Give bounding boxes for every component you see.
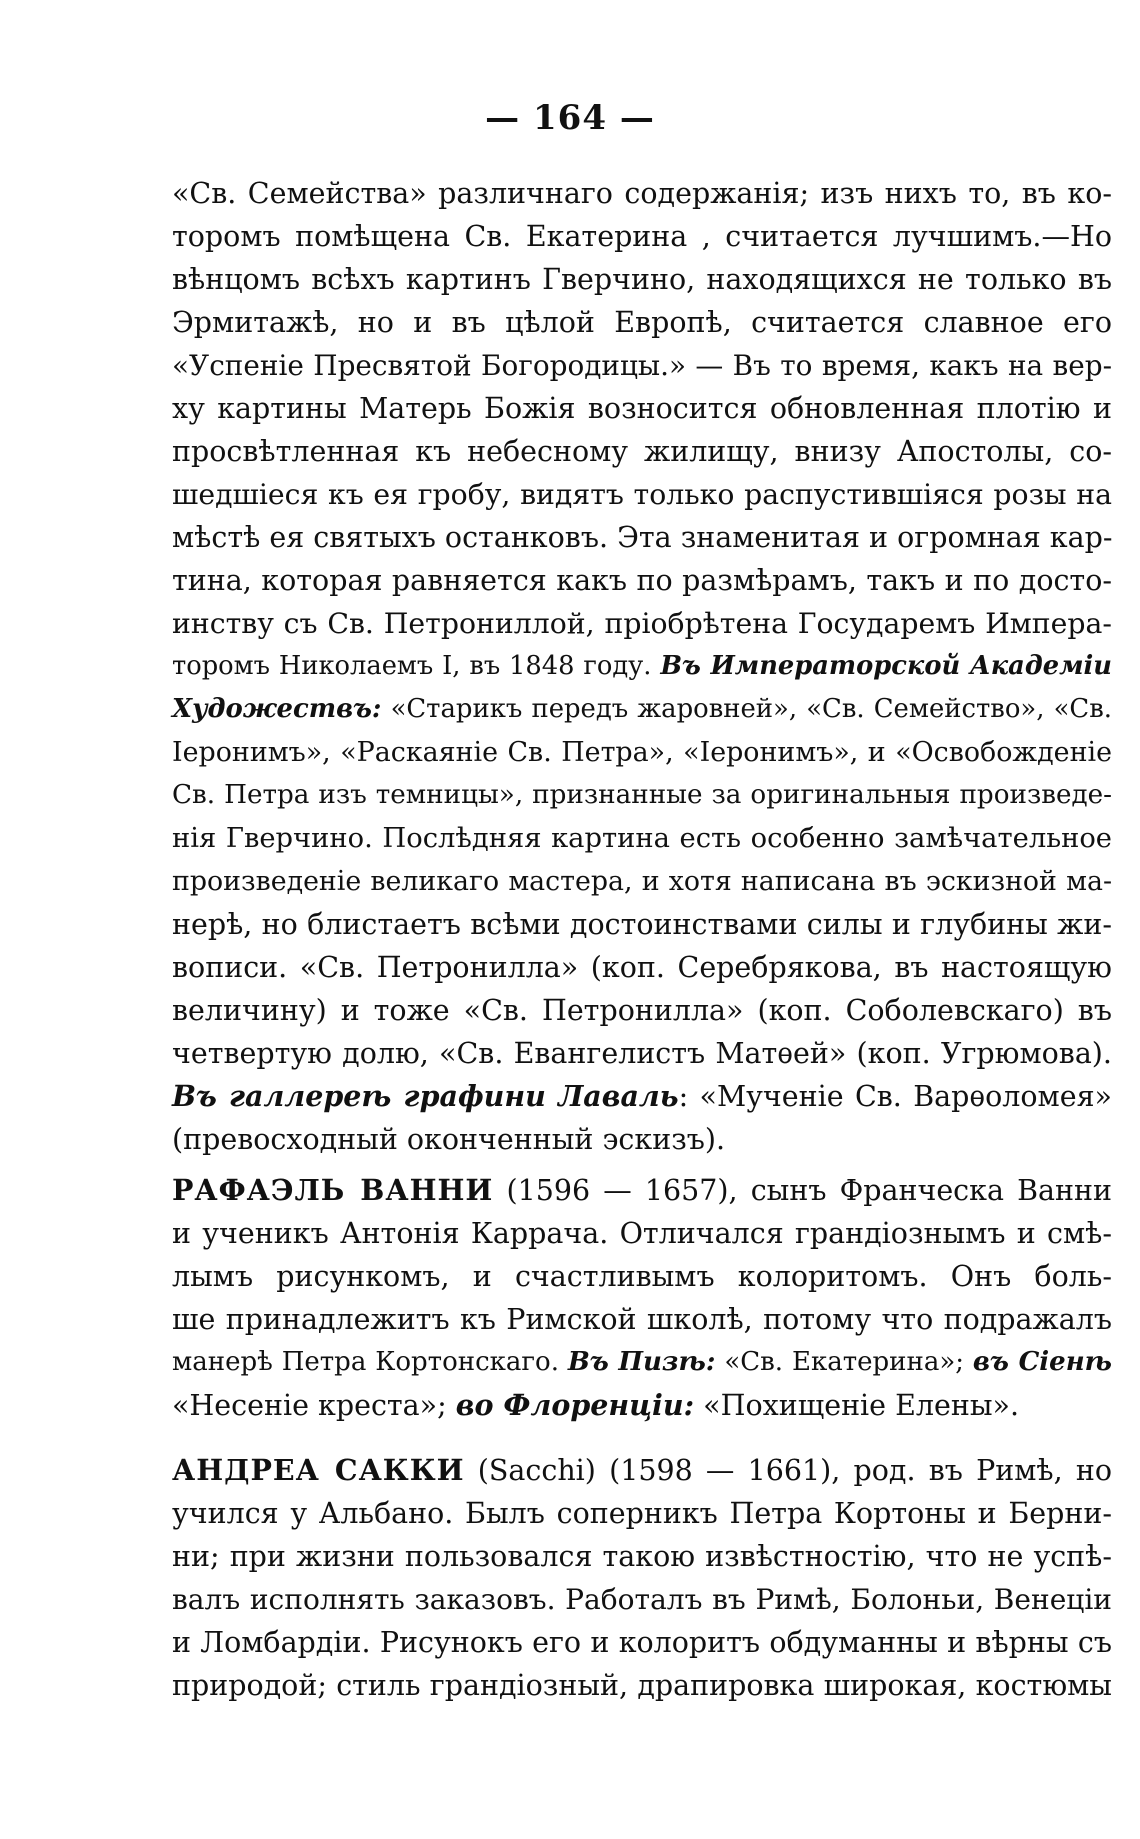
text-line: шедшіеся къ ея гробу, видятъ только распустившіяся розы на <box>172 478 1112 511</box>
paragraph-guercino-works <box>172 172 1112 1161</box>
text-line: учился у Альбано. Былъ соперникъ Петра Кортоны и Берни- <box>172 1497 1112 1530</box>
text-line: ху картины Матерь Божія возносится обновленная плотію и <box>172 392 1112 425</box>
page-number: — 164 — <box>485 98 655 138</box>
text-line: «Св. Семейства» различнаго содержанія; изъ нихъ то, въ ко- <box>172 177 1112 210</box>
text-line <box>172 1449 1112 1492</box>
text-line <box>172 1169 1112 1212</box>
text-line: лымъ рисункомъ, и счастливымъ колоритомъ. Онъ боль- <box>172 1260 1112 1293</box>
text-line <box>172 1341 1112 1384</box>
text-line: нія Гверчино. Послѣдняя картина есть особенно замѣчательное <box>172 823 1112 854</box>
text-line: Эрмитажѣ, но и въ цѣлой Европѣ, считается славное его <box>172 306 1112 339</box>
text-run: (Sacchi) (1598 — 1661), род. въ Римѣ, но <box>464 1454 1112 1487</box>
text-line: четвертую долю, «Св. Евангелистъ Матѳей» (коп. Угрюмова). <box>172 1037 1112 1070</box>
italic-location: Художествъ: <box>172 694 382 724</box>
italic-location: Въ Императорской Академіи <box>660 651 1112 681</box>
text-line <box>172 1384 1112 1427</box>
text-line: вѣнцомъ всѣхъ картинъ Гверчино, находящихся не только въ <box>172 263 1112 296</box>
text-run: «Старикъ передъ жаровней», «Св. Семейство», «Св. <box>381 694 1112 724</box>
text-line: ше принадлежитъ къ Римской школѣ, потому что подражалъ <box>172 1303 1112 1336</box>
text-line: (превосходный оконченный эскизъ). <box>172 1123 726 1156</box>
text-line: инству съ Св. Петрониллой, пріобрѣтена Государемъ Импера- <box>172 607 1112 640</box>
text-run: «Несеніе креста»; <box>172 1389 456 1422</box>
text-run: (1596 — 1657), сынъ Франческа Ванни <box>493 1174 1112 1207</box>
italic-location: Въ галлереѣ графини Лаваль <box>172 1079 679 1113</box>
artist-name: АНДРЕА САККИ <box>172 1453 465 1487</box>
italic-location: во Флоренціи: <box>455 1388 695 1422</box>
text-run: : «Мученіе Св. Варѳоломея» <box>678 1080 1112 1113</box>
text-line: и Ломбардіи. Рисунокъ его и колоритъ обдуманны и вѣрны съ <box>172 1626 1112 1659</box>
text-line: Св. Петра изъ темницы», признанные за оригинальныя произведе- <box>172 780 1112 810</box>
artist-name: РАФАЭЛЬ ВАННИ <box>172 1173 494 1207</box>
text-line: произведеніе великаго мастера, и хотя написана въ эскизной ма- <box>172 866 1112 897</box>
italic-location: въ Сіенѣ <box>972 1347 1112 1377</box>
text-run: манерѣ Петра Кортонскаго. <box>172 1347 568 1377</box>
text-line: мѣстѣ ея святыхъ останковъ. Эта знаменитая и огромная кар- <box>172 521 1113 554</box>
italic-location: Въ Пизѣ: <box>567 1347 716 1377</box>
paragraph-andrea-sacchi <box>172 1449 1112 1707</box>
text-line <box>172 1075 1112 1118</box>
text-run: «Похищеніе Елены». <box>694 1389 1020 1422</box>
text-line: вописи. «Св. Петронилла» (коп. Серебрякова, въ настоящую <box>172 951 1112 984</box>
text-line: величину) и тоже «Св. Петронилла» (коп. Соболевскаго) въ <box>172 994 1112 1027</box>
text-run: торомъ Николаемъ I, въ 1848 году. <box>172 651 652 681</box>
text-line: Іеронимъ», «Раскаяніе Св. Петра», «Іеронимъ», и «Освобожденіе <box>172 737 1112 768</box>
text-line: ни; при жизни пользовался такою извѣстностію, что не успѣ- <box>172 1540 1112 1573</box>
text-line <box>172 645 1112 688</box>
text-line <box>172 688 1112 731</box>
text-line: тина, которая равняется какъ по размѣрамъ, такъ и по досто- <box>172 564 1112 597</box>
text-line: валъ исполнять заказовъ. Работалъ въ Римѣ, Болоньи, Венеціи <box>172 1583 1112 1616</box>
text-line: и ученикъ Антонія Каррача. Отличался грандіознымъ и смѣ- <box>172 1217 1112 1250</box>
text-line: торомъ помѣщена Св. Екатерина , считается лучшимъ.—Но <box>172 220 1112 253</box>
text-run: «Св. Екатерина»; <box>715 1347 973 1377</box>
paragraph-raphael-vanni <box>172 1169 1112 1427</box>
text-line: нерѣ, но блистаетъ всѣми достоинствами силы и глубины жи- <box>172 908 1112 941</box>
text-line: природой; стиль грандіозный, драпировка широкая, костюмы <box>172 1669 1112 1702</box>
text-line: «Успеніе Пресвятой Богородицы.» — Въ то время, какъ на вер- <box>172 349 1112 382</box>
text-line: просвѣтленная къ небесному жилищу, внизу Апостолы, со- <box>172 435 1112 468</box>
